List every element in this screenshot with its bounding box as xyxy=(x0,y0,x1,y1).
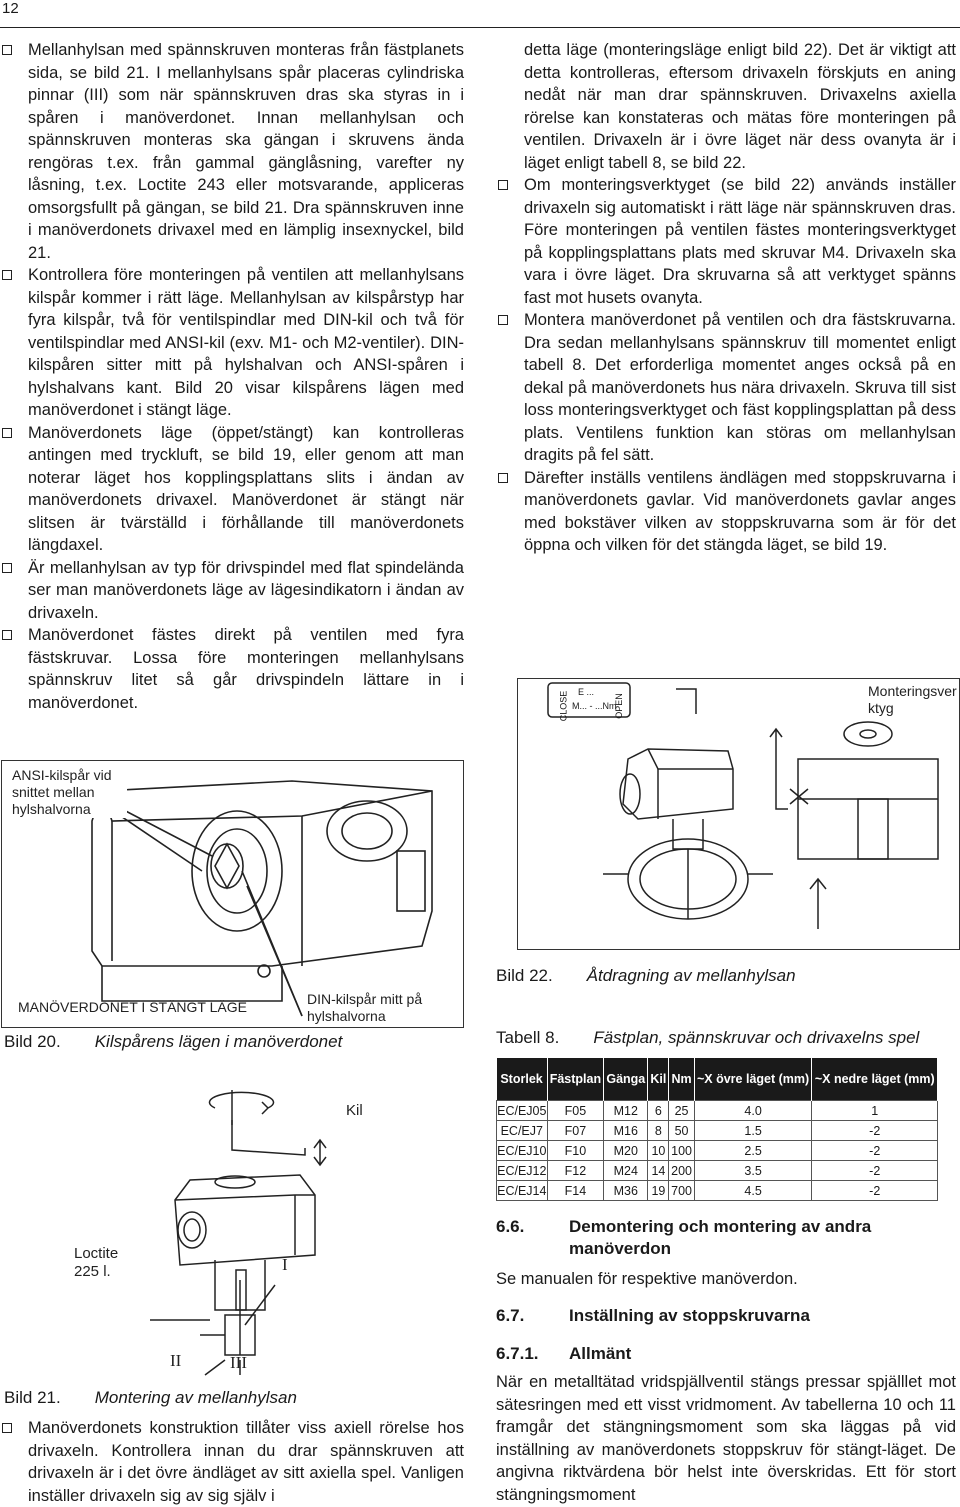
table-cell: 3.5 xyxy=(694,1161,812,1181)
table-cell: F05 xyxy=(547,1101,604,1121)
figure-22-caption-text: Åtdragning av mellanhylsan xyxy=(586,966,796,985)
col-header-kil: Kil xyxy=(648,1058,669,1101)
right-paragraph-3: Montera manöverdonet på ventilen och dra fästskruvarna. Dra sedan mellanhylsans spännskruv till momentet enligt tabell 8. Det erforderliga momentet anges också på en dekal på manöverdonets hus nära drivaxeln. Skruva till sist loss monteringsverktyget och fäst kopplingsplattan på dess plats. Ventilens funktion kan störas om mellanhylsan dragits på fel sätt. xyxy=(496,309,956,467)
table-header-row xyxy=(497,1058,938,1101)
dial-close: CLOSE xyxy=(558,690,569,722)
col-header-x-upper: ~X övre läget (mm) xyxy=(694,1058,812,1101)
section-6-7-number: 6.7. xyxy=(496,1306,525,1325)
section-6-7-1-title: Allmänt xyxy=(569,1344,632,1363)
section-6-6-title: Demontering och montering av andra manöverdon xyxy=(569,1217,872,1258)
table-cell: F10 xyxy=(547,1141,604,1161)
col-header-ganga: Gänga xyxy=(604,1058,648,1101)
left-paragraph-4: Är mellanhylsan av typ för drivspindel med flat spindelända ser man manöverdonets läge av lägesindikatorn i ändan av drivaxeln. xyxy=(0,557,464,625)
tightening-illustration xyxy=(518,679,960,950)
table-row xyxy=(497,1181,938,1201)
label-closed-position: MANÖVERDONET I STÄNGT LÄGE xyxy=(18,999,247,1015)
figure-20-caption xyxy=(4,1032,342,1052)
figure-21-caption-number: Bild 21. xyxy=(4,1388,61,1407)
table-cell: F14 xyxy=(547,1181,604,1201)
table-row xyxy=(497,1101,938,1121)
section-6-6-heading xyxy=(496,1216,956,1260)
section-6-6-text: Se manualen för respektive manöverdon. xyxy=(496,1270,798,1288)
section-6-7-heading xyxy=(496,1305,956,1327)
table-cell: 1 xyxy=(812,1101,938,1121)
right-column-text xyxy=(496,39,956,557)
table-8-caption-number: Tabell 8. xyxy=(496,1028,560,1047)
table-cell: 8 xyxy=(648,1121,669,1141)
col-header-nm: Nm xyxy=(669,1058,694,1101)
col-header-storlek: Storlek xyxy=(497,1058,548,1101)
figure-20-caption-number: Bild 20. xyxy=(4,1032,61,1051)
table-cell: -2 xyxy=(812,1121,938,1141)
label-part-II: II xyxy=(170,1351,182,1370)
left-paragraph-6: Manöverdonets konstruktion tillåter viss axiell rörelse hos drivaxeln. Kontrollera innan du drar spännskruven att drivaxeln är i det övre ändläget av sitt axiella spel. Vanligen inställer drivaxeln sig av sig själv i xyxy=(0,1417,464,1507)
label-ansi-keyway: ANSI-kilspår vid snittet mellan hylshalvorna xyxy=(12,767,127,818)
table-cell: 4.5 xyxy=(694,1181,812,1201)
table-cell: 100 xyxy=(669,1141,694,1161)
right-paragraph-2: Om monteringsverktyget (se bild 22) används inställer drivaxeln sig automatiskt i rätt läge när spännskruven dras. Före monteringen på ventilen fästes monteringsverktyget på kopplingsplattans plats med skruvar M4. Drivaxeln ska vara i övre läget. Dra skruvarna så att verktyget spänns fast mot husets ovanyta. xyxy=(496,174,956,309)
table-8-caption-text: Fästplan, spännskruvar och drivaxelns spel xyxy=(593,1028,920,1047)
table-cell: 6 xyxy=(648,1101,669,1121)
table-cell: 1.5 xyxy=(694,1121,812,1141)
figure-20-caption-text: Kilspårens lägen i manöverdonet xyxy=(94,1032,343,1051)
table-cell: 2.5 xyxy=(694,1141,812,1161)
label-part-I: I xyxy=(282,1255,288,1274)
col-header-fastplan: Fästplan xyxy=(547,1058,604,1101)
figure-21-caption-text: Montering av mellanhylsan xyxy=(94,1388,297,1407)
table-cell: -2 xyxy=(812,1141,938,1161)
col-header-x-lower: ~X nedre läget (mm) xyxy=(812,1058,938,1101)
table-cell: F07 xyxy=(547,1121,604,1141)
table-cell: M12 xyxy=(604,1101,648,1121)
mounting-illustration xyxy=(0,1070,464,1380)
table-cell: 700 xyxy=(669,1181,694,1201)
table-cell: EC/EJ14 xyxy=(497,1181,548,1201)
label-din-keyway: DIN-kilspår mitt på hylshalvorna xyxy=(307,991,447,1025)
figure-20 xyxy=(1,760,464,1028)
dial-open: OPEN xyxy=(613,693,624,719)
label-mounting-tool: Monteringsverktyg xyxy=(868,683,957,716)
table-cell: 14 xyxy=(648,1161,669,1181)
table-cell: EC/EJ10 xyxy=(497,1141,548,1161)
table-row xyxy=(497,1161,938,1181)
dial-e: E ... xyxy=(578,687,595,697)
table-8-caption xyxy=(496,1028,960,1048)
section-6-7-title: Inställning av stoppskruvarna xyxy=(569,1306,810,1325)
right-paragraph-1: detta läge (monteringsläge enligt bild 22). Det är viktigt att detta kontrolleras, eftersom drivaxeln förskjuts en aning nedåt när man drar spännskruven. Drivaxelns axiella rörelse kan konstateras och mätas före monteringen på ventilen. Drivaxeln är i övre läget när dess ovanyta är i läget enligt tabell 8, se bild 22. xyxy=(524,41,956,172)
page-number: 12 xyxy=(2,0,19,17)
left-paragraph-1: Mellanhylsan med spännskruven monteras från fästplanets sida, se bild 21. I mellanhylsans spår placeras cylindriska pinnar (III) som när spännskruven dras ska styras in i spåren i manöverdonet. Innan mellanhylsan och spännskruven monteras ska gängan i skruvens ända rengöras t.ex. från gammal gänglåsning, varefter ny låsning, t.ex. Loctite 243 eller motsvarande, appliceras omsorgsfullt på gängan, se bild 21. Dra spännskruven inne i manöverdonets drivaxel med en lämplig insexnyckel, bild 21. xyxy=(0,39,464,264)
section-6-6-number: 6.6. xyxy=(496,1217,525,1236)
table-row xyxy=(497,1121,938,1141)
table-cell: -2 xyxy=(812,1161,938,1181)
table-cell: 10 xyxy=(648,1141,669,1161)
dial-m: M... - ...Nm xyxy=(572,701,617,711)
left-column-text xyxy=(0,39,464,714)
table-cell: F12 xyxy=(547,1161,604,1181)
header-rule xyxy=(0,27,960,28)
table-cell: EC/EJ12 xyxy=(497,1161,548,1181)
section-6-7-1-text: När en metalltätad vridspjällventil stängs pressar spjälllet mot sätesringen med ett visst vridmoment. Av tabellerna 10 och 11 framgår det stängningsmoment som ska läggas på vid inställning av manöverdonets stoppskruv för stängt-läget. De angivna riktvärdena bör helst inte överskridas. Ett för stort stängningsmoment xyxy=(496,1373,956,1504)
table-cell: 19 xyxy=(648,1181,669,1201)
table-8 xyxy=(496,1058,938,1201)
table-cell: 4.0 xyxy=(694,1101,812,1121)
section-6-7-1-heading xyxy=(496,1343,956,1365)
right-paragraph-4: Därefter inställs ventilens ändlägen med stoppskruvarna i manöverdonets gavlar. Vid manöverdonets gavlar anges med bokstäver vilken av stoppskruvarna som är för det öppna och vilken för det stängda läget, se bild 19. xyxy=(496,467,956,557)
left-bottom-text xyxy=(0,1417,464,1507)
figure-21 xyxy=(0,1070,464,1380)
left-paragraph-5: Manöverdonet fästes direkt på ventilen med fyra fästskruvar. Lossa före monteringen mellanhylsans spännskruv litet så går drivspindeln lättare in i manöverdonet. xyxy=(0,624,464,714)
label-part-III: III xyxy=(230,1353,247,1372)
table-cell: 25 xyxy=(669,1101,694,1121)
left-paragraph-3: Manöverdonets läge (öppet/stängt) kan kontrolleras antingen med tryckluft, se bild 19, eller genom att man noterar läget hos kopplingsplattans slits i ändan av manöverdonets drivaxel. Manöverdonet är stängt när slitsen är tvärställd i förhållande till manöverdonets längdaxel. xyxy=(0,422,464,557)
table-cell: 200 xyxy=(669,1161,694,1181)
table-cell: M36 xyxy=(604,1181,648,1201)
table-cell: M24 xyxy=(604,1161,648,1181)
section-6-7-1-number: 6.7.1. xyxy=(496,1344,539,1363)
figure-22 xyxy=(517,678,960,950)
table-cell: M20 xyxy=(604,1141,648,1161)
figure-22-caption xyxy=(496,966,796,986)
figure-21-caption xyxy=(4,1388,297,1408)
table-cell: 50 xyxy=(669,1121,694,1141)
table-row xyxy=(497,1141,938,1161)
label-loctite: Loctite 225 l. xyxy=(74,1245,119,1280)
left-paragraph-2: Kontrollera före monteringen på ventilen att mellanhylsans kilspår kommer i rätt läge. Mellanhylsan av kilspårstyp har fyra kilspår, två för ventilspindlar med DIN-kil och två för ventilspindlar med ANSI-kil (exv. M1- och M2-ventiler). DIN-kilspåren sitter mitt på hylshalvan och ANSI-spåren i hylshalvans kant. Bild 20 visar kilspårens lägen med manöverdonet i stängt läge. xyxy=(0,264,464,422)
table-cell: -2 xyxy=(812,1181,938,1201)
table-cell: EC/EJ7 xyxy=(497,1121,548,1141)
label-kil: Kil xyxy=(346,1102,363,1119)
table-cell: EC/EJ05 xyxy=(497,1101,548,1121)
figure-22-caption-number: Bild 22. xyxy=(496,966,553,985)
table-cell: M16 xyxy=(604,1121,648,1141)
